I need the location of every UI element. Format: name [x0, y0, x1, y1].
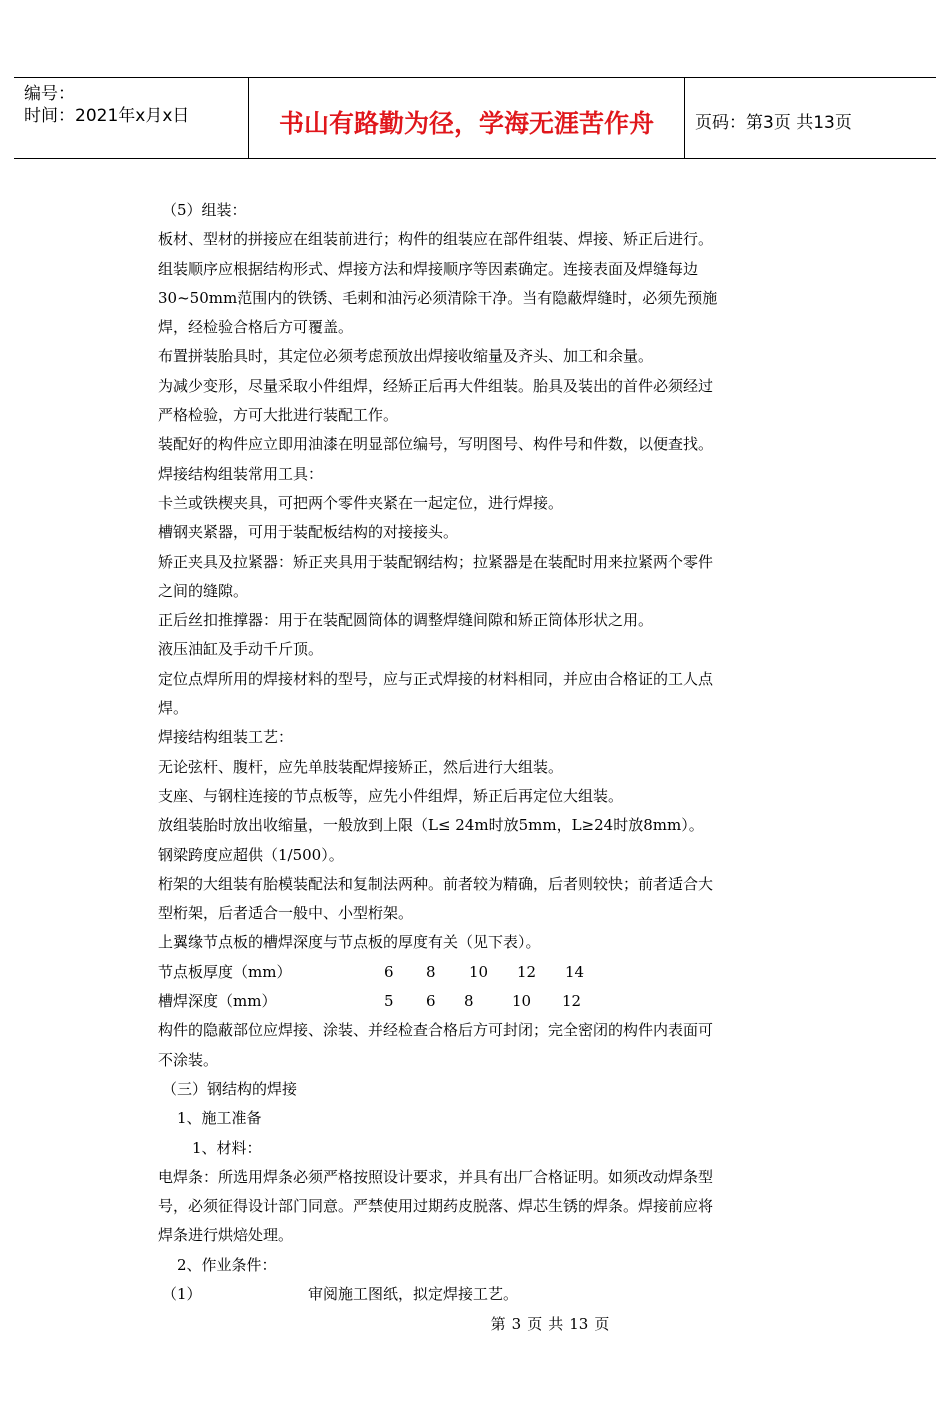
- table-cell: 14: [565, 962, 585, 981]
- subsection-item: 2、作业条件：: [177, 1255, 277, 1274]
- footer-total-pages: 13: [569, 1315, 589, 1333]
- body-line: 上翼缘节点板的槽焊深度与节点板的厚度有关（见下表）。: [158, 933, 541, 952]
- table-cell: 6: [426, 992, 436, 1011]
- body-line: 钢梁跨度应超供（1/500）。: [158, 845, 344, 864]
- header-meta: [14, 78, 249, 158]
- table-label: 节点板厚度（mm）: [158, 962, 292, 981]
- body-line: 焊接结构组装常用工具：: [158, 464, 324, 483]
- body-line: 之间的缝隙。: [158, 581, 249, 600]
- footer-total-word: 共: [548, 1315, 564, 1333]
- section-title: （三）钢结构的焊接: [162, 1079, 298, 1098]
- body-line: 槽钢夹紧器，可用于装配板结构的对接接头。: [158, 523, 459, 542]
- body-line: 矫正夹具及拉紧器：矫正夹具用于装配钢结构；拉紧器是在装配时用来拉紧两个零件: [158, 552, 714, 571]
- table-cell: 10: [469, 962, 489, 981]
- body-line: 支座、与钢柱连接的节点板等，应先小件组焊，矫正后再定位大组装。: [158, 786, 624, 805]
- body-line: 焊接结构组装工艺：: [158, 728, 294, 747]
- body-line: 装配好的构件应立即用油漆在明显部位编号，写明图号、构件号和件数，以便查找。: [158, 435, 714, 454]
- table-cell: 8: [464, 992, 474, 1011]
- document-header: [14, 77, 936, 159]
- body-line: 号，必须征得设计部门同意。严禁使用过期药皮脱落、焊芯生锈的焊条。焊接前应将: [158, 1197, 714, 1216]
- footer-total-suffix: 页: [594, 1315, 610, 1333]
- footer-page-number: 3: [511, 1315, 522, 1333]
- table-cell: 10: [512, 992, 532, 1011]
- step-text: 审阅施工图纸，拟定焊接工艺。: [308, 1284, 519, 1303]
- body-line: 严格检验，方可大批进行装配工作。: [158, 406, 399, 425]
- body-line: 30~50mm范围内的铁锈、毛刺和油污必须清除干净。当有隐蔽焊缝时，必须先预施: [158, 288, 718, 307]
- body-line: 桁架的大组装有胎模装配法和复制法两种。前者较为精确，后者则较快；前者适合大: [158, 874, 714, 893]
- step-number: （1）: [162, 1284, 202, 1303]
- body-line: 组装顺序应根据结构形式、焊接方法和焊接顺序等因素确定。连接表面及焊缝每边: [158, 259, 699, 278]
- footer-page-word: 第: [490, 1315, 506, 1333]
- table-label: 槽焊深度（mm）: [158, 992, 277, 1011]
- body-line: 型桁架，后者适合一般中、小型桁架。: [158, 904, 414, 923]
- table-cell: 12: [562, 992, 582, 1011]
- body-line: 焊。: [158, 699, 189, 718]
- subsection-title: 1、施工准备: [177, 1109, 262, 1128]
- header-motto: 书山有路勤为径，学海无涯苦作舟: [249, 78, 685, 158]
- table-cell: 5: [384, 992, 394, 1011]
- table-row-thickness: [158, 958, 798, 987]
- body-line: 为减少变形，尽量采取小件组焊，经矫正后再大件组装。胎具及装出的首件必须经过: [158, 376, 714, 395]
- body-line: 不涂装。: [158, 1050, 219, 1069]
- body-line: 焊条进行烘焙处理。: [158, 1226, 294, 1245]
- header-page-info: 页码：第3页 共13页: [695, 112, 852, 133]
- body-line: 电焊条：所选用焊条必须严格按照设计要求，并具有出厂合格证明。如须改动焊条型: [158, 1167, 714, 1186]
- body-line: 定位点焊所用的焊接材料的型号，应与正式焊接的材料相同，并应由合格证的工人点: [158, 669, 714, 688]
- body-line: 构件的隐蔽部位应焊接、涂装、并经检查合格后方可封闭；完全密闭的构件内表面可: [158, 1021, 714, 1040]
- body-line: 卡兰或铁楔夹具，可把两个零件夹紧在一起定位，进行焊接。: [158, 493, 564, 512]
- footer-page-suffix: 页: [527, 1315, 543, 1333]
- body-line: 液压油缸及手动千斤顶。: [158, 640, 324, 659]
- page-footer: [0, 1313, 950, 1334]
- body-line: 布置拼装胎具时，其定位必须考虑预放出焊接收缩量及齐头、加工和余量。: [158, 347, 654, 366]
- table-cell: 6: [384, 962, 394, 981]
- doc-time-label: 时间：2021年x月x日: [24, 106, 190, 126]
- doc-number-label: 编号：: [24, 84, 75, 104]
- table-cell: 12: [517, 962, 537, 981]
- body-line: 无论弦杆、腹杆，应先单肢装配焊接矫正，然后进行大组装。: [158, 757, 564, 776]
- document-body: [158, 196, 798, 1309]
- body-line: 焊，经检验合格后方可覆盖。: [158, 318, 354, 337]
- table-cell: 8: [426, 962, 436, 981]
- body-line: 正后丝扣推撑器：用于在装配圆筒体的调整焊缝间隙和矫正筒体形状之用。: [158, 611, 654, 630]
- step-item: [158, 1280, 798, 1309]
- subsection-item: 1、材料：: [192, 1138, 262, 1157]
- body-line: （5）组装：: [162, 201, 247, 219]
- body-line: 板材、型材的拼接应在组装前进行；构件的组装应在部件组装、焊接、矫正后进行。: [158, 230, 714, 249]
- table-row-depth: [158, 987, 798, 1016]
- body-line: 放组装胎时放出收缩量，一般放到上限（L≤ 24m时放5mm，L≥24时放8mm）。: [158, 816, 704, 835]
